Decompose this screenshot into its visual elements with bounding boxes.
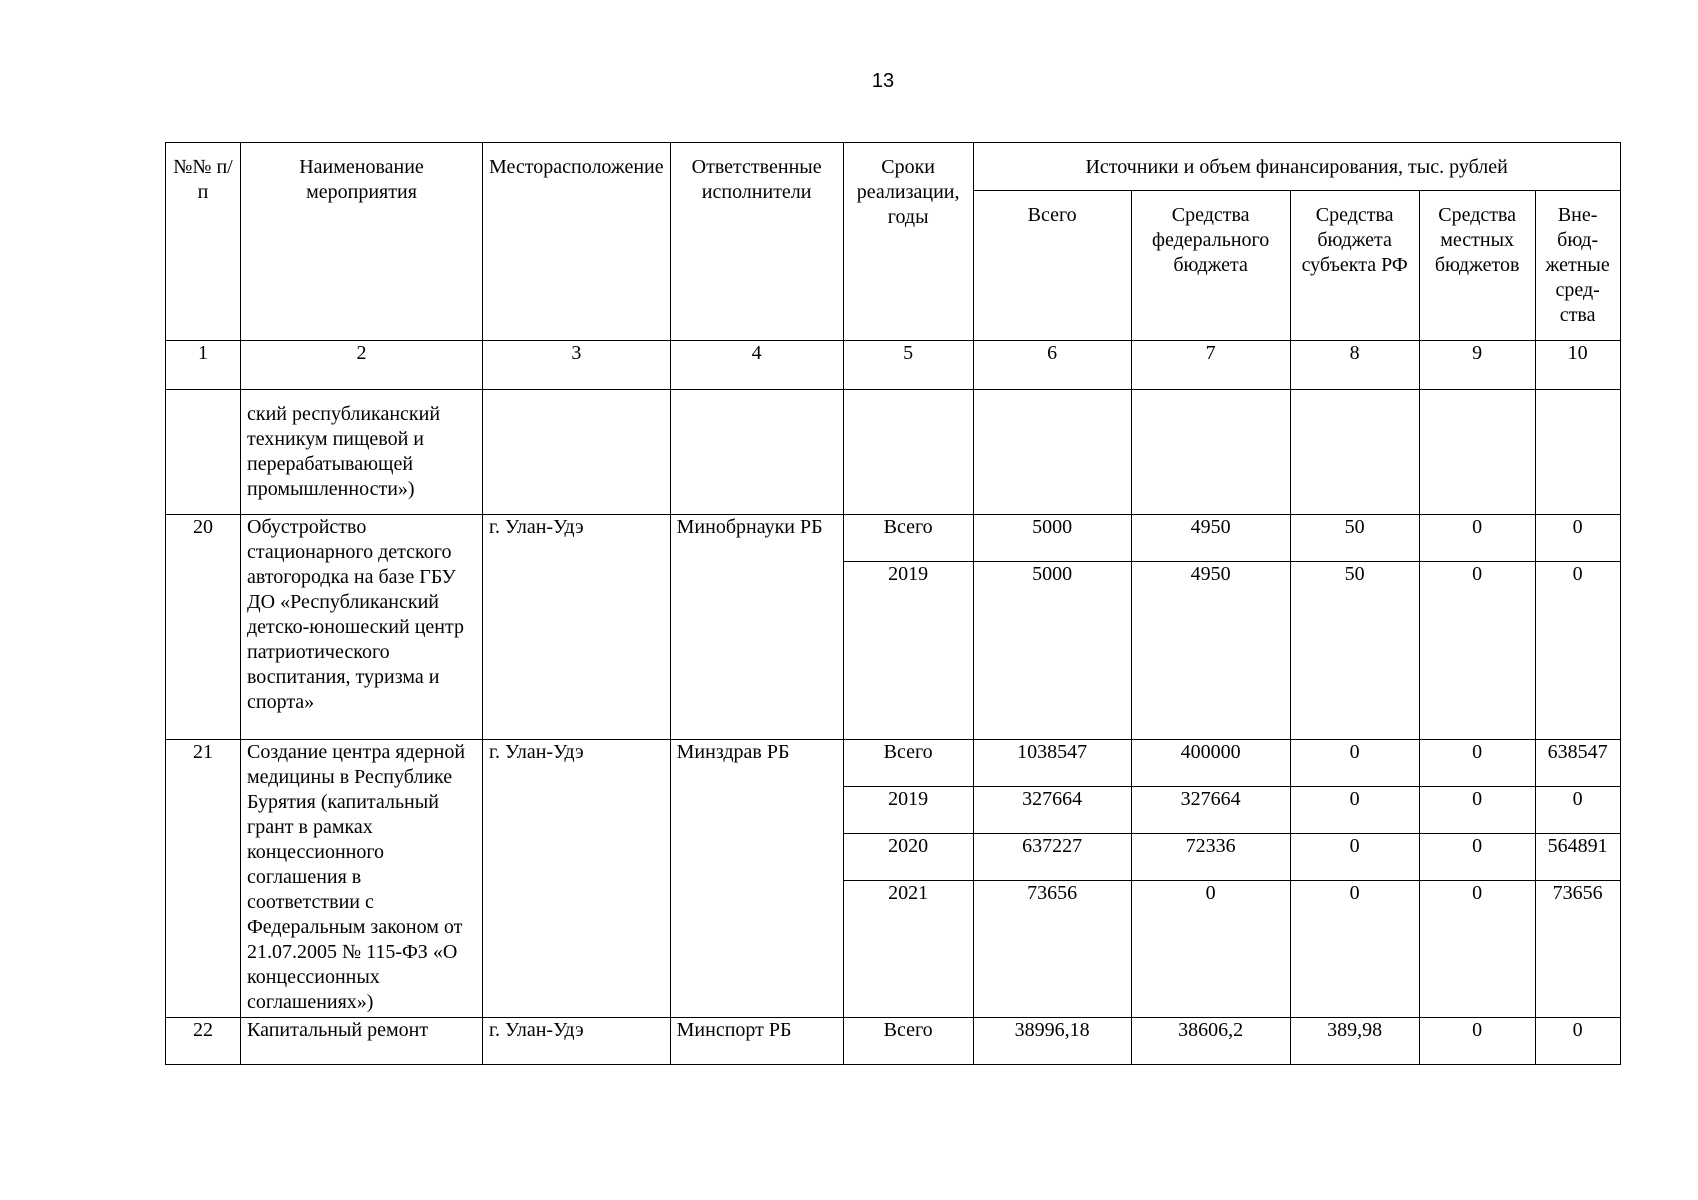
cell-total: 5000 bbox=[973, 562, 1131, 740]
item-responsible: Минобрнауки РБ bbox=[670, 515, 843, 740]
cell-local bbox=[1419, 390, 1535, 515]
cell-subject: 50 bbox=[1290, 515, 1419, 562]
cell-total: 73656 bbox=[973, 881, 1131, 1018]
cell-local: 0 bbox=[1419, 515, 1535, 562]
cell-federal: 4950 bbox=[1131, 562, 1290, 740]
cell-subject: 0 bbox=[1290, 834, 1419, 881]
cell-subject: 0 bbox=[1290, 787, 1419, 834]
cell-num bbox=[166, 390, 241, 515]
cell-local: 0 bbox=[1419, 834, 1535, 881]
cell-federal: 327664 bbox=[1131, 787, 1290, 834]
table-row bbox=[166, 515, 1621, 562]
cell-federal: 0 bbox=[1131, 881, 1290, 1018]
table-row bbox=[166, 390, 1621, 515]
cell-term: Всего bbox=[843, 740, 973, 787]
cell-term: 2020 bbox=[843, 834, 973, 881]
cell-subject: 0 bbox=[1290, 740, 1419, 787]
cell-local: 0 bbox=[1419, 1018, 1535, 1065]
cell-term: 2021 bbox=[843, 881, 973, 1018]
item-location: г. Улан-Удэ bbox=[483, 515, 671, 740]
cell-local: 0 bbox=[1419, 787, 1535, 834]
cell-offbudget: 638547 bbox=[1535, 740, 1620, 787]
cell-term: 2019 bbox=[843, 787, 973, 834]
column-number: 3 bbox=[483, 341, 671, 390]
cell-offbudget: 0 bbox=[1535, 562, 1620, 740]
cell-offbudget: 0 bbox=[1535, 1018, 1620, 1065]
table-row bbox=[166, 740, 1621, 787]
cell-federal: 38606,2 bbox=[1131, 1018, 1290, 1065]
cell-subject: 0 bbox=[1290, 881, 1419, 1018]
cell-federal bbox=[1131, 390, 1290, 515]
header-subject: Средства бюджета субъекта РФ bbox=[1290, 191, 1419, 341]
item-name: Создание центра ядерной медицины в Республике Бурятия (капитальный грант в рамках концессионного соглашения в соответствии с Федеральным законом от 21.07.2005 № 115-ФЗ «О концессионных соглашениях») bbox=[241, 740, 483, 1018]
cell-subject bbox=[1290, 390, 1419, 515]
cell-term: Всего bbox=[843, 515, 973, 562]
item-number: 20 bbox=[166, 515, 241, 740]
cell-total: 1038547 bbox=[973, 740, 1131, 787]
cell-total bbox=[973, 390, 1131, 515]
cell-local: 0 bbox=[1419, 881, 1535, 1018]
cell-total: 5000 bbox=[973, 515, 1131, 562]
cell-federal: 72336 bbox=[1131, 834, 1290, 881]
cell-subject: 50 bbox=[1290, 562, 1419, 740]
cell-total: 327664 bbox=[973, 787, 1131, 834]
column-number: 4 bbox=[670, 341, 843, 390]
item-name: Обустройство стационарного детского автогородка на базе ГБУ ДО «Республиканский детско-юношеский центр патриотического воспитания, туризма и спорта» bbox=[241, 515, 483, 740]
column-number-row bbox=[166, 341, 1621, 390]
continuation-text: ский республиканский техникум пищевой и перерабатывающей промышленности») bbox=[241, 390, 483, 515]
item-responsible: Минспорт РБ bbox=[670, 1018, 843, 1065]
item-location: г. Улан-Удэ bbox=[483, 740, 671, 1018]
cell-offbudget: 564891 bbox=[1535, 834, 1620, 881]
cell-term bbox=[843, 390, 973, 515]
cell-offbudget: 0 bbox=[1535, 787, 1620, 834]
cell-location bbox=[483, 390, 671, 515]
cell-federal: 4950 bbox=[1131, 515, 1290, 562]
cell-term: Всего bbox=[843, 1018, 973, 1065]
header-name: Наименование мероприятия bbox=[241, 143, 483, 341]
cell-term: 2019 bbox=[843, 562, 973, 740]
column-number: 5 bbox=[843, 341, 973, 390]
item-number: 22 bbox=[166, 1018, 241, 1065]
item-location: г. Улан-Удэ bbox=[483, 1018, 671, 1065]
column-number: 10 bbox=[1535, 341, 1620, 390]
cell-total: 637227 bbox=[973, 834, 1131, 881]
cell-local: 0 bbox=[1419, 740, 1535, 787]
header-federal: Средства федерального бюджета bbox=[1131, 191, 1290, 341]
header-responsible: Ответственные исполнители bbox=[670, 143, 843, 341]
column-number: 6 bbox=[973, 341, 1131, 390]
cell-subject: 389,98 bbox=[1290, 1018, 1419, 1065]
header-location: Месторасположение bbox=[483, 143, 671, 341]
item-responsible: Минздрав РБ bbox=[670, 740, 843, 1018]
header-terms: Сроки реализации, годы bbox=[843, 143, 973, 341]
item-number: 21 bbox=[166, 740, 241, 1018]
item-name: Капитальный ремонт bbox=[241, 1018, 483, 1065]
column-number: 7 bbox=[1131, 341, 1290, 390]
column-number: 9 bbox=[1419, 341, 1535, 390]
cell-responsible bbox=[670, 390, 843, 515]
header-local: Средства местных бюджетов bbox=[1419, 191, 1535, 341]
header-num: №№ п/п bbox=[166, 143, 241, 341]
header-offbudget: Вне-бюд-жетные сред-ства bbox=[1535, 191, 1620, 341]
column-number: 8 bbox=[1290, 341, 1419, 390]
cell-local: 0 bbox=[1419, 562, 1535, 740]
financing-table bbox=[165, 142, 1621, 1065]
header-total: Всего bbox=[973, 191, 1131, 341]
cell-offbudget: 0 bbox=[1535, 515, 1620, 562]
column-number: 1 bbox=[166, 341, 241, 390]
table-row bbox=[166, 1018, 1621, 1065]
cell-offbudget bbox=[1535, 390, 1620, 515]
header-funding-group: Источники и объем финансирования, тыс. рублей bbox=[973, 143, 1620, 191]
cell-offbudget: 73656 bbox=[1535, 881, 1620, 1018]
cell-total: 38996,18 bbox=[973, 1018, 1131, 1065]
cell-federal: 400000 bbox=[1131, 740, 1290, 787]
page-number: 13 bbox=[871, 70, 895, 92]
column-number: 2 bbox=[241, 341, 483, 390]
